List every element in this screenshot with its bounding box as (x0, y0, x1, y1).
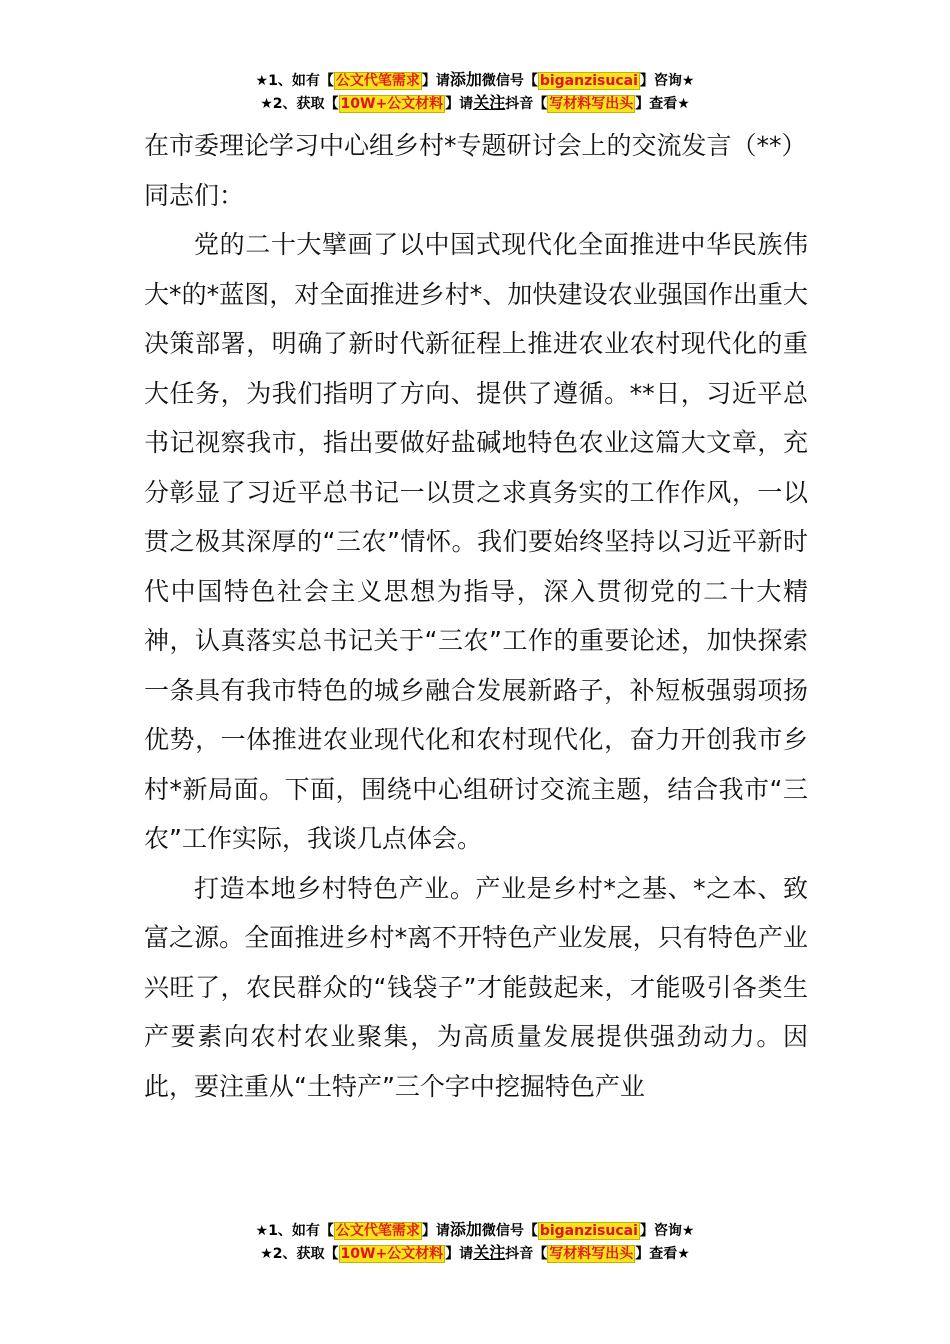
promo-emphasis: 关注 (473, 1243, 506, 1262)
promo-highlight: biganzisucai (539, 73, 638, 89)
promo-emphasis: 添加 (449, 1220, 482, 1239)
promo-banner-top (0, 69, 950, 115)
promo-text: 抖音【 (505, 96, 548, 112)
promo-emphasis: 添加 (449, 70, 482, 89)
promo-text: 微信号【 (481, 73, 538, 89)
promo-text: 】请 (421, 73, 450, 89)
promo-text: 微信号【 (481, 1223, 538, 1239)
promo-line-1 (0, 1219, 950, 1242)
promo-text: ★2、获取【 (260, 96, 339, 112)
promo-highlight: 10W+公文材料 (340, 96, 444, 112)
document-title: 在市委理论学习中心组乡村*专题研讨会上的交流发言（**） (144, 131, 807, 160)
document-body (144, 121, 808, 1111)
promo-text: 】咨询★ (639, 73, 695, 89)
promo-text: ★1、如有【 (255, 1223, 334, 1239)
paragraph: 党的二十大擘画了以中国式现代化全面推进中华民族伟大*的*蓝图，对全面推进乡村*、加快建设农业强国作出重大决策部署，明确了新时代新征程上推进农业农村现代化的重大任务，为我们指明了方向、提供了遵循。**日，习近平总书记视察我市，指出要做好盐碱地特色农业这篇大文章，充分彰显了习近平总书记一以贯之求真务实的工作作风，一以贯之极其深厚的“三农”情怀。我们要始终坚持以习近平新时代中国特色社会主义思想为指导，深入贯彻党的二十大精神，认真落实总书记关于“三农”工作的重要论述，加快探索一条具有我市特色的城乡融合发展新路子，补短板强弱项扬优势，一体推进农业现代化和农村现代化，奋力开创我市乡村*新局面。下面，围绕中心组研讨交流主题，结合我市“三农”工作实际，我谈几点体会。 (144, 230, 808, 853)
promo-text: ★1、如有【 (255, 73, 334, 89)
promo-text: 】查看★ (635, 96, 690, 112)
promo-line-1 (0, 69, 950, 92)
promo-highlight: 写材料写出头 (549, 1246, 634, 1262)
promo-line-2 (0, 1242, 950, 1265)
promo-highlight: 10W+公文材料 (340, 1246, 444, 1262)
promo-highlight: 写材料写出头 (549, 96, 634, 112)
promo-banner-bottom (0, 1219, 950, 1265)
promo-text: 】请 (421, 1223, 450, 1239)
promo-highlight: 公文代笔需求 (335, 1223, 420, 1239)
promo-text: 】咨询★ (639, 1223, 695, 1239)
promo-line-2 (0, 92, 950, 115)
salutation: 同志们： (144, 180, 245, 210)
promo-text: 】查看★ (635, 1246, 690, 1262)
promo-highlight: 公文代笔需求 (335, 73, 420, 89)
promo-text: 抖音【 (505, 1246, 548, 1262)
promo-emphasis: 关注 (473, 93, 506, 112)
promo-text: 】请 (445, 1246, 474, 1262)
promo-highlight: biganzisucai (539, 1223, 638, 1239)
promo-text: ★2、获取【 (260, 1246, 339, 1262)
promo-text: 】请 (445, 96, 474, 112)
paragraph: 打造本地乡村特色产业。产业是乡村*之基、*之本、致富之源。全面推进乡村*离不开特色产业发展，只有特色产业兴旺了，农民群众的“钱袋子”才能鼓起来，才能吸引各类生产要素向农村农业聚集，为高质量发展提供强劲动力。因此，要注重从“土特产”三个字中挖掘特色产业 (144, 873, 808, 1101)
